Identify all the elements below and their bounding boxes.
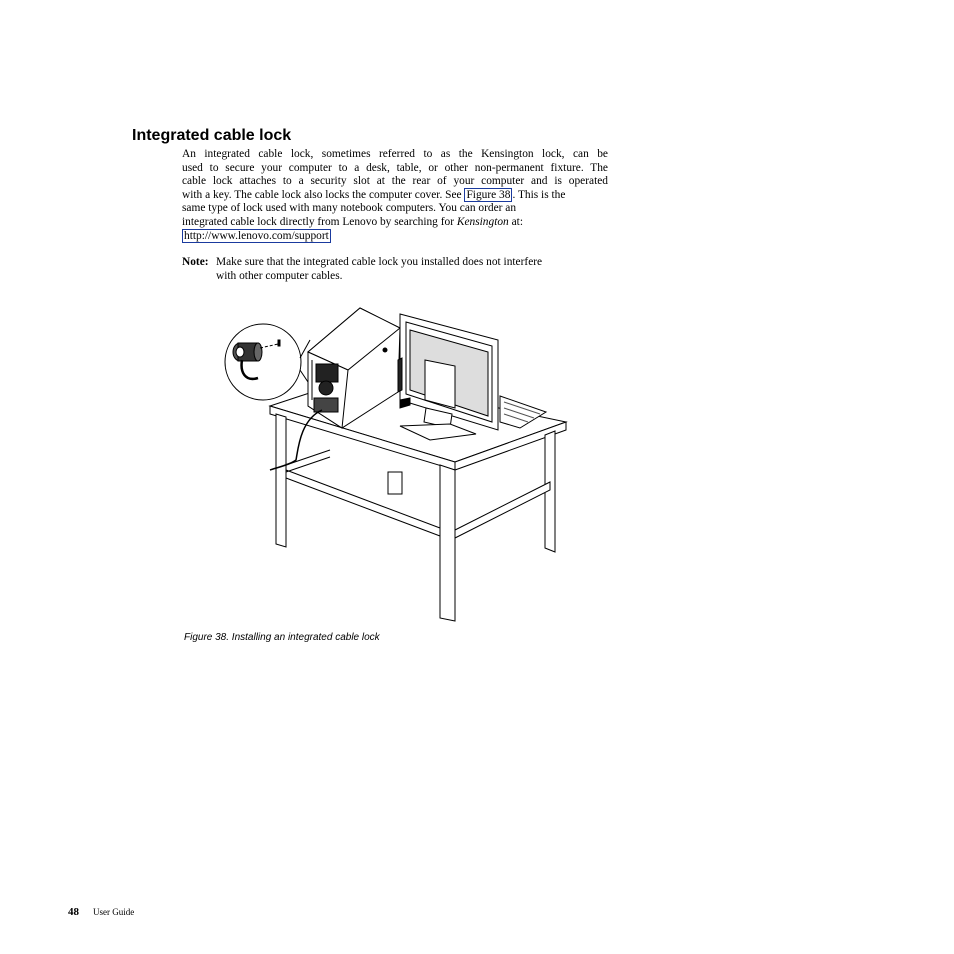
section-heading: Integrated cable lock [132, 127, 292, 144]
page-footer [68, 902, 134, 920]
document-title: User Guide [93, 907, 135, 917]
body-paragraph [182, 148, 614, 243]
lock-detail-callout [225, 324, 310, 400]
text-span: . This is the [512, 188, 566, 201]
note-line: Make sure that the integrated cable lock you installed does not interfere [216, 256, 543, 268]
figure-cross-reference-link[interactable]: Figure 38 [466, 188, 511, 201]
paragraph-line [182, 189, 614, 203]
paragraph-line: cable lock attaches to a security slot at the rear of your computer and is operated [182, 175, 608, 188]
note-label: Note: [182, 256, 209, 268]
paragraph-line: used to secure your computer to a desk, table, or other non-permanent fixture. The [182, 161, 608, 174]
text-span: integrated cable lock directly from Lenovo by searching for [182, 215, 457, 228]
paragraph-line [182, 216, 614, 230]
cable-lock-illustration [220, 300, 580, 625]
note-body [216, 256, 606, 283]
figure-caption: Figure 38. Installing an integrated cable lock [184, 632, 380, 643]
support-url-link[interactable]: http://www.lenovo.com/support [184, 229, 329, 242]
note-line: with other computer cables. [216, 269, 343, 282]
paragraph-line: same type of lock used with many notebook computers. You can order an [182, 202, 517, 215]
text-span: at: [508, 215, 523, 228]
paragraph-line [182, 230, 614, 244]
page-number: 48 [68, 906, 79, 918]
text-span: with a key. The cable lock also locks the computer cover. See [182, 188, 465, 201]
emphasis-text: Kensington [456, 215, 509, 228]
paragraph-line: An integrated cable lock, sometimes referred to as the Kensington lock, can be [182, 148, 608, 160]
